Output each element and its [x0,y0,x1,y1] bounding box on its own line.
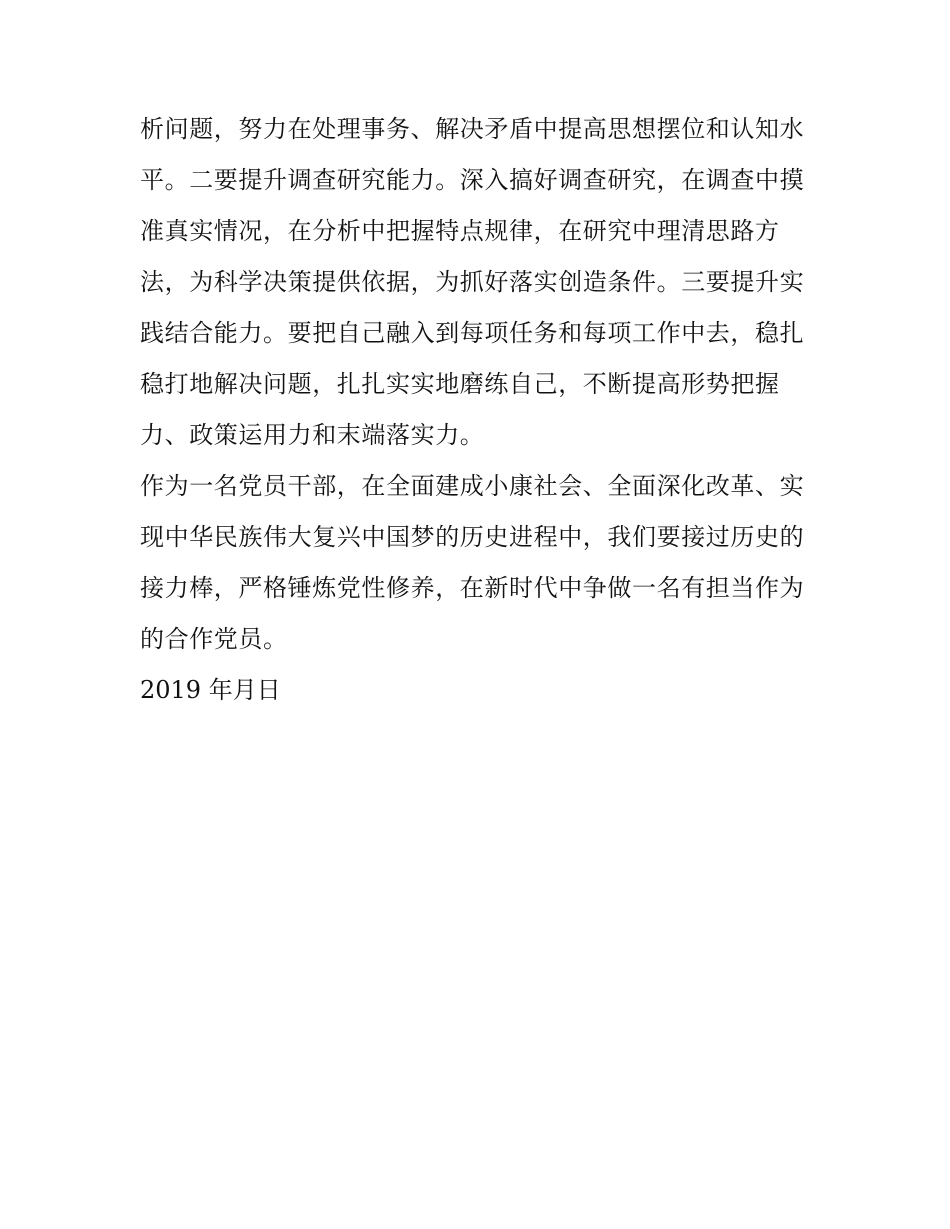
document-body [140,104,812,716]
text-line: 践结合能力。要把自己融入到每项任务和每项工作中去，稳扎 [140,319,805,347]
text-line: 的合作党员。 [140,625,288,653]
text-line: 准真实情况，在分析中把握特点规律，在研究中理清思路方 [140,217,780,245]
text-line: 现中华民族伟大复兴中国梦的历史进程中，我们要接过历史的 [140,523,805,551]
text-line: 稳打地解决问题，扎扎实实地磨练自己，不断提高形势把握 [140,370,780,398]
paragraph-1 [140,104,812,461]
text-line: 平。二要提升调查研究能力。深入搞好调查研究，在调查中摸 [140,166,805,194]
text-line: 力、政策运用力和末端落实力。 [140,421,485,449]
text-line: 析问题，努力在处理事务、解决矛盾中提高思想摆位和认知水 [140,115,805,143]
document-date: 2019 年月日 [140,676,281,704]
paragraph-2 [140,461,812,665]
text-line: 作为一名党员干部，在全面建成小康社会、全面深化改革、实 [140,472,805,500]
text-line: 接力棒，严格锤炼党性修养，在新时代中争做一名有担当作为 [140,574,805,602]
text-line: 法，为科学决策提供依据，为抓好落实创造条件。三要提升实 [140,268,805,296]
